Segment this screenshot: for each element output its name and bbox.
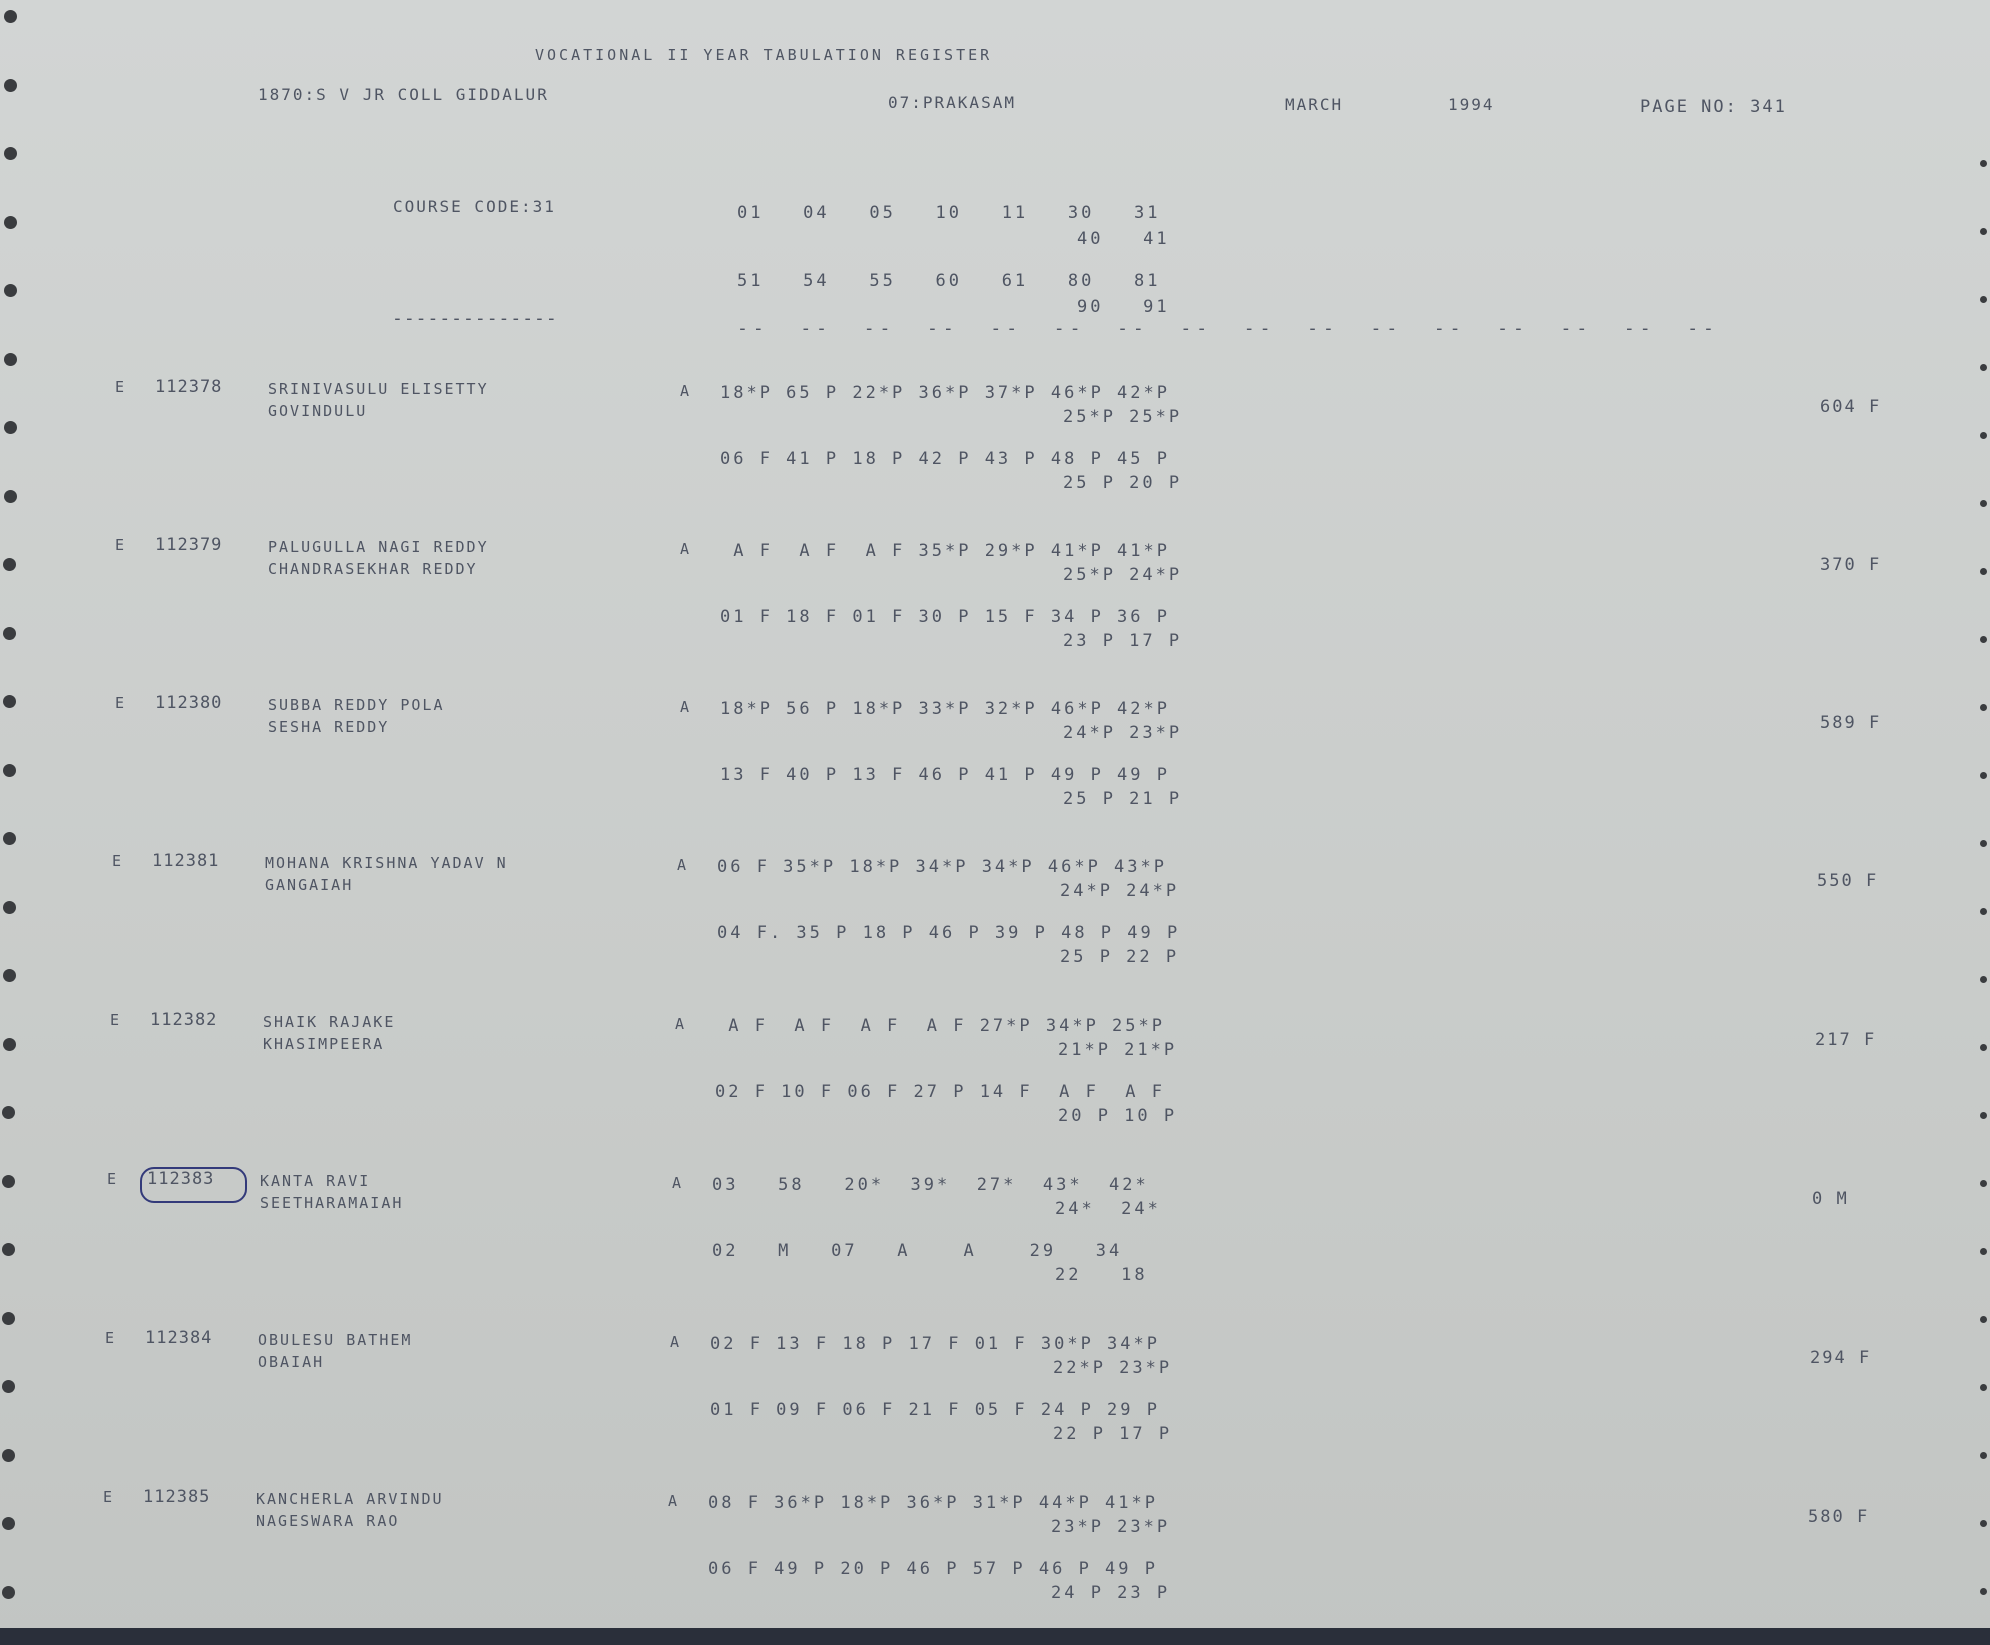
father-name: SESHA REDDY: [268, 718, 390, 736]
student-name: PALUGULLA NAGI REDDY: [268, 538, 489, 556]
father-name: GANGAIAH: [265, 876, 354, 894]
feed-hole: [1980, 908, 1987, 915]
exam-prefix: E: [110, 1011, 122, 1029]
feed-hole: [1980, 160, 1987, 167]
feed-hole: [3, 627, 16, 640]
father-name: CHANDRASEKHAR REDDY: [268, 560, 478, 578]
register-title: VOCATIONAL II YEAR TABULATION REGISTER: [535, 46, 993, 64]
father-name: NAGESWARA RAO: [256, 1512, 400, 1530]
exam-month: MARCH: [1285, 95, 1344, 114]
marks-row2: 23*P 23*P: [1051, 1517, 1171, 1537]
status-mark: A: [680, 698, 692, 716]
feed-hole: [4, 10, 17, 23]
marks-row4: 23 P 17 P: [1063, 631, 1183, 651]
marks-row3: 13 F 40 P 13 F 46 P 41 P 49 P 49 P: [720, 765, 1170, 785]
father-name: SEETHARAMAIAH: [260, 1194, 404, 1212]
marks-row3: 04 F. 35 P 18 P 46 P 39 P 48 P 49 P: [717, 923, 1181, 943]
feed-hole: [3, 901, 16, 914]
feed-hole: [1980, 1112, 1987, 1119]
marks-row3: 02 F 10 F 06 F 27 P 14 F A F A F: [715, 1082, 1165, 1102]
total-result: 604 F: [1820, 397, 1882, 417]
marks-row4: 25 P 21 P: [1063, 789, 1183, 809]
feed-hole: [1980, 1248, 1987, 1255]
status-mark: A: [680, 540, 692, 558]
father-name: GOVINDULU: [268, 402, 368, 420]
marks-row4: 24 P 23 P: [1051, 1583, 1171, 1603]
exam-prefix: E: [103, 1488, 115, 1506]
feed-hole: [1980, 1316, 1987, 1323]
feed-hole: [1980, 976, 1987, 983]
feed-hole: [1980, 432, 1987, 439]
marks-row4: 25 P 20 P: [1063, 473, 1183, 493]
college-name: 1870:S V JR COLL GIDDALUR: [258, 85, 549, 104]
roll-number: 112383: [147, 1169, 215, 1189]
feed-hole: [1980, 1520, 1987, 1527]
student-name: KANTA RAVI: [260, 1172, 371, 1190]
feed-hole: [1980, 636, 1987, 643]
feed-hole: [4, 216, 17, 229]
exam-year: 1994: [1448, 95, 1495, 114]
feed-hole: [1980, 840, 1987, 847]
feed-hole: [3, 558, 16, 571]
feed-hole: [1980, 296, 1987, 303]
marks-row2: 24*P 23*P: [1063, 723, 1183, 743]
status-mark: A: [675, 1015, 687, 1033]
roll-number: 112378: [155, 377, 223, 397]
course-code: COURSE CODE:31: [393, 197, 556, 216]
student-name: SRINIVASULU ELISETTY: [268, 380, 489, 398]
feed-hole: [2, 1312, 15, 1325]
student-name: OBULESU BATHEM: [258, 1331, 413, 1349]
status-mark: A: [677, 856, 689, 874]
marks-row2: 25*P 24*P: [1063, 565, 1183, 585]
roll-number: 112381: [152, 851, 220, 871]
student-name: SUBBA REDDY POLA: [268, 696, 445, 714]
total-result: 589 F: [1820, 713, 1882, 733]
father-name: KHASIMPEERA: [263, 1035, 385, 1053]
feed-hole: [4, 284, 17, 297]
marks-row2: 24* 24*: [1055, 1199, 1161, 1219]
feed-hole: [1980, 1180, 1987, 1187]
handwritten-circle-mark: [140, 1167, 247, 1203]
feed-hole: [1980, 500, 1987, 507]
roll-number: 112382: [150, 1010, 218, 1030]
status-mark: A: [672, 1174, 684, 1192]
roll-number: 112385: [143, 1487, 211, 1507]
feed-hole: [1980, 568, 1987, 575]
status-mark: A: [670, 1333, 682, 1351]
marks-row2: 24*P 24*P: [1060, 881, 1180, 901]
student-name: MOHANA KRISHNA YADAV N: [265, 854, 508, 872]
marks-row2: 21*P 21*P: [1058, 1040, 1178, 1060]
feed-hole: [3, 695, 16, 708]
subject-codes-row4: 90 91: [1077, 297, 1170, 317]
exam-prefix: E: [115, 378, 127, 396]
marks-row3: 06 F 41 P 18 P 42 P 43 P 48 P 45 P: [720, 449, 1170, 469]
feed-hole: [1980, 772, 1987, 779]
subject-codes-row2: 40 41: [1077, 229, 1170, 249]
roll-number: 112379: [155, 535, 223, 555]
district: 07:PRAKASAM: [888, 93, 1016, 112]
exam-prefix: E: [112, 852, 124, 870]
status-mark: A: [680, 382, 692, 400]
marks-row1: 18*P 65 P 22*P 36*P 37*P 46*P 42*P: [720, 383, 1170, 403]
scanner-edge: [0, 1628, 1990, 1645]
marks-row3: 01 F 18 F 01 F 30 P 15 F 34 P 36 P: [720, 607, 1170, 627]
exam-prefix: E: [105, 1329, 117, 1347]
feed-hole: [2, 1175, 15, 1188]
feed-hole: [1980, 364, 1987, 371]
total-result: 370 F: [1820, 555, 1882, 575]
marks-row1: 18*P 56 P 18*P 33*P 32*P 46*P 42*P: [720, 699, 1170, 719]
marks-row4: 25 P 22 P: [1060, 947, 1180, 967]
marks-row2: 22*P 23*P: [1053, 1358, 1173, 1378]
subject-codes-row3: 51 54 55 60 61 80 81: [737, 271, 1161, 291]
feed-hole: [1980, 1384, 1987, 1391]
exam-prefix: E: [115, 694, 127, 712]
marks-row1: A F A F A F 35*P 29*P 41*P 41*P: [720, 541, 1170, 561]
roll-number: 112380: [155, 693, 223, 713]
father-name: OBAIAH: [258, 1353, 325, 1371]
feed-hole: [2, 1243, 15, 1256]
feed-hole: [1980, 1044, 1987, 1051]
marks-row4: 22 18: [1055, 1265, 1148, 1285]
marks-row1: 02 F 13 F 18 P 17 F 01 F 30*P 34*P: [710, 1334, 1160, 1354]
feed-hole: [2, 1449, 15, 1462]
course-underline: --------------: [392, 308, 558, 329]
marks-row3: 02 M 07 A A 29 34: [712, 1241, 1123, 1261]
total-result: 550 F: [1817, 871, 1879, 891]
total-result: 580 F: [1808, 1507, 1870, 1527]
feed-hole: [3, 832, 16, 845]
marks-row4: 22 P 17 P: [1053, 1424, 1173, 1444]
total-result: 0 M: [1812, 1189, 1849, 1209]
feed-hole: [3, 1038, 16, 1051]
marks-row3: 01 F 09 F 06 F 21 F 05 F 24 P 29 P: [710, 1400, 1160, 1420]
feed-hole: [1980, 704, 1987, 711]
feed-hole: [1980, 228, 1987, 235]
feed-hole: [1980, 1588, 1987, 1595]
marks-row4: 20 P 10 P: [1058, 1106, 1178, 1126]
roll-number: 112384: [145, 1328, 213, 1348]
total-result: 294 F: [1810, 1348, 1872, 1368]
marks-row1: 03 58 20* 39* 27* 43* 42*: [712, 1175, 1149, 1195]
page-number: PAGE NO: 341: [1640, 97, 1787, 117]
feed-hole: [3, 969, 16, 982]
subject-codes-row1: 01 04 05 10 11 30 31: [737, 203, 1161, 223]
student-name: SHAIK RAJAKE: [263, 1013, 396, 1031]
feed-hole: [4, 79, 17, 92]
exam-prefix: E: [107, 1170, 119, 1188]
feed-hole: [4, 490, 17, 503]
feed-hole: [3, 764, 16, 777]
feed-hole: [4, 421, 17, 434]
marks-row1: A F A F A F A F 27*P 34*P 25*P: [715, 1016, 1165, 1036]
marks-row3: 06 F 49 P 20 P 46 P 57 P 46 P 49 P: [708, 1559, 1158, 1579]
student-name: KANCHERLA ARVINDU: [256, 1490, 444, 1508]
marks-row1: 08 F 36*P 18*P 36*P 31*P 44*P 41*P: [708, 1493, 1158, 1513]
exam-prefix: E: [115, 536, 127, 554]
marks-row1: 06 F 35*P 18*P 34*P 34*P 46*P 43*P: [717, 857, 1167, 877]
marks-row2: 25*P 25*P: [1063, 407, 1183, 427]
feed-hole: [2, 1106, 15, 1119]
status-mark: A: [668, 1492, 680, 1510]
feed-hole: [4, 147, 17, 160]
column-dashes: -- -- -- -- -- -- -- -- -- -- -- -- -- -- -- --: [737, 318, 1719, 339]
feed-hole: [1980, 1452, 1987, 1459]
feed-hole: [2, 1586, 15, 1599]
feed-hole: [2, 1380, 15, 1393]
total-result: 217 F: [1815, 1030, 1877, 1050]
feed-hole: [4, 353, 17, 366]
feed-hole: [2, 1517, 15, 1530]
